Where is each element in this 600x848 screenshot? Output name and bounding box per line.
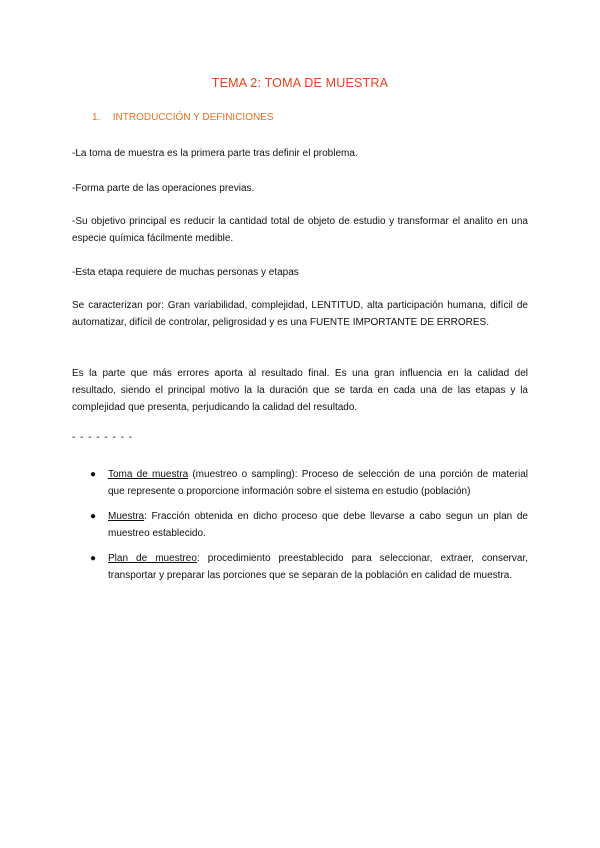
definition-term: Plan de muestreo xyxy=(108,553,197,564)
definition-text: (muestreo o sampling): Proceso de selección de una porción de material que represente o proporcione información sobre el sistema en estudio (población) xyxy=(108,469,528,497)
bullet-icon: ● xyxy=(90,511,97,522)
definition-term: Toma de muestra xyxy=(108,469,189,480)
section-number: 1. xyxy=(92,112,101,123)
paragraph: -La toma de muestra es la primera parte tras definir el problema. xyxy=(72,148,358,159)
separator: - - - - - - - - xyxy=(72,432,134,443)
bullet-icon: ● xyxy=(90,553,97,564)
list-item xyxy=(90,550,528,584)
section-heading xyxy=(92,112,274,123)
definition-term: Muestra xyxy=(108,511,145,522)
definition-text: : Fracción obtenida en dicho proceso que debe llevarse a cabo segun un plan de muestreo establecido. xyxy=(108,511,528,539)
paragraph: -Forma parte de las operaciones previas. xyxy=(72,183,255,194)
list-item xyxy=(90,466,528,500)
list-item xyxy=(90,508,528,542)
document-title: TEMA 2: TOMA DE MUESTRA xyxy=(211,76,389,90)
definition-text: : procedimiento preestablecido para seleccionar, extraer, conservar, transportar y preparar las porciones que se separan de la población en calidad de muestra. xyxy=(108,553,528,581)
paragraph: -Esta etapa requiere de muchas personas y etapas xyxy=(72,267,299,278)
bullet-icon: ● xyxy=(90,469,97,480)
section-label: INTRODUCCIÓN Y DEFINICIONES xyxy=(112,112,274,123)
paragraph: Es la parte que más errores aporta al resultado final. Es una gran influencia en la calidad del resultado, siendo el principal motivo la la duración que se tarda en cada una de las etapas y la complejidad que presenta, perjudicando la calidad del resultado. xyxy=(72,368,528,413)
definition-list xyxy=(90,466,528,592)
paragraph: Se caracterizan por: Gran variabilidad, complejidad, LENTITUD, alta participación humana, difícil de automatizar, difícil de controlar, peligrosidad y es una FUENTE IMPORTANTE DE ERRORES. xyxy=(72,300,528,328)
paragraph: -Su objetivo principal es reducir la cantidad total de objeto de estudio y transformar el analito en una especie química fácilmente medible. xyxy=(72,216,528,244)
